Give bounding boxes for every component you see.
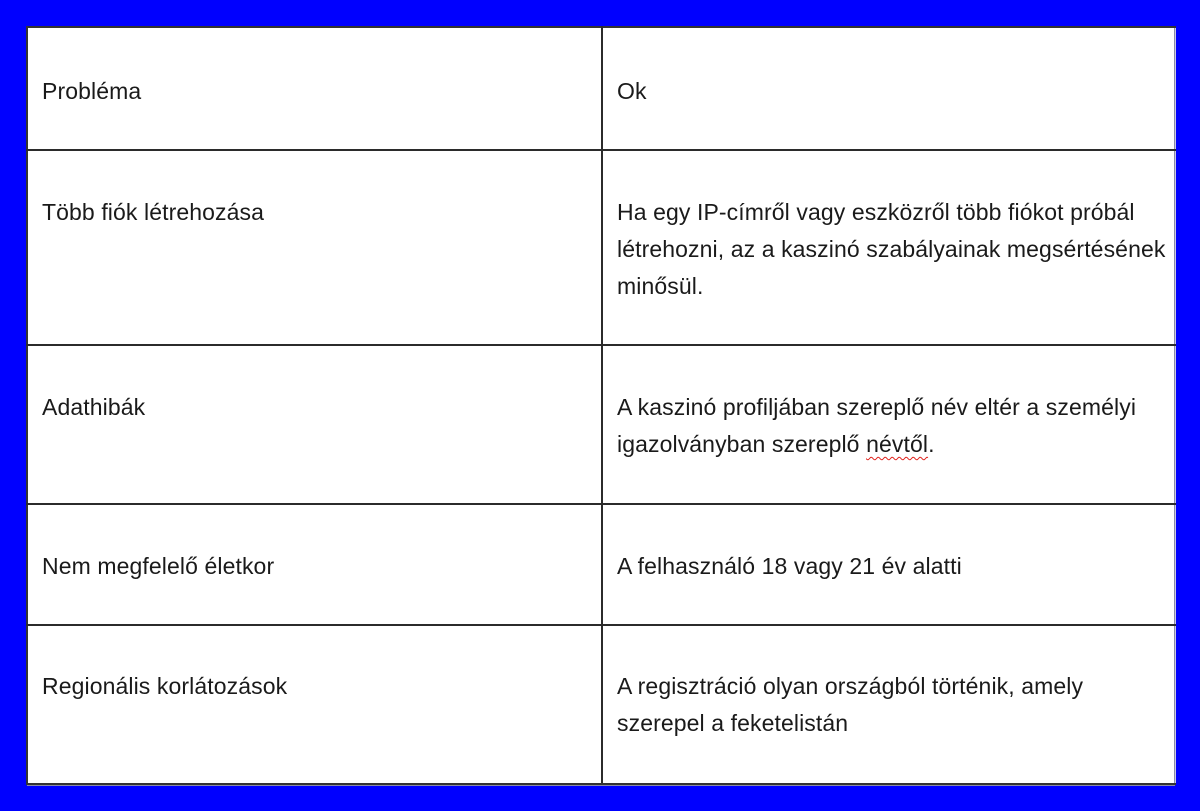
table-header-row: [27, 27, 1175, 150]
cause-cell[interactable]: [602, 625, 1175, 784]
cause-text: [617, 389, 1137, 463]
header-cell-cause[interactable]: [602, 27, 1175, 150]
header-problem-label: Probléma: [42, 78, 142, 104]
table-row: [27, 625, 1175, 784]
problem-cell[interactable]: [27, 345, 602, 504]
problem-cell[interactable]: [27, 625, 602, 784]
cause-cell[interactable]: [602, 504, 1175, 625]
cause-text: A felhasználó 18 vagy 21 év alatti: [617, 553, 962, 579]
cause-text: Ha egy IP-címről vagy eszközről több fiókot próbál létrehozni, az a kaszinó szabályainak megsértésének minősül.: [617, 199, 1166, 299]
cause-text: A regisztráció olyan országból történik, amely szerepel a feketelistán: [617, 673, 1084, 736]
problem-text: Regionális korlátozások: [42, 673, 288, 699]
cause-text-main: A kaszinó profiljában szereplő név eltér a személyi igazolványban szereplő: [617, 394, 1137, 457]
problem-cell[interactable]: [27, 150, 602, 345]
problem-text: Nem megfelelő életkor: [42, 553, 275, 579]
cause-cell[interactable]: [602, 150, 1175, 345]
document-page: [26, 26, 1174, 785]
table-row: [27, 150, 1175, 345]
problem-cause-table: [26, 26, 1176, 785]
spellcheck-flagged-word[interactable]: névtől: [866, 431, 929, 457]
problem-text: Több fiók létrehozása: [42, 199, 265, 225]
problem-text: Adathibák: [42, 394, 146, 420]
table-row: [27, 345, 1175, 504]
problem-cell[interactable]: [27, 504, 602, 625]
cause-cell[interactable]: [602, 345, 1175, 504]
table-row: [27, 504, 1175, 625]
cause-text-end: .: [928, 431, 935, 457]
header-cause-label: Ok: [617, 78, 647, 104]
header-cell-problem[interactable]: [27, 27, 602, 150]
